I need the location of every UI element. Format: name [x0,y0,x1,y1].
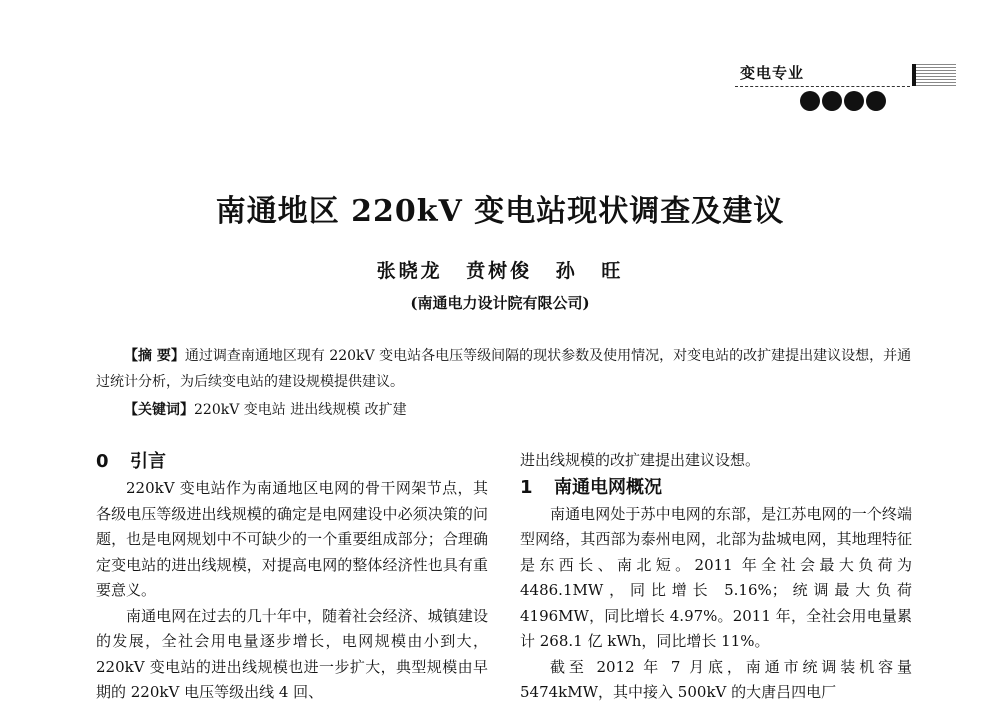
section-number: 1 [520,476,533,498]
paper-authors: 张晓龙 贲树俊 孙 旺 [376,260,624,282]
abstract [96,343,914,395]
decorative-dots [800,91,886,111]
section-number: 0 [96,451,109,472]
abstract-text: 通过调查南通地区现有 220kV 变电站各电压等级间隔的现状参数及使用情况，对变电站的改扩建提出建议设想，并通过统计分析，为后续变电站的建设规模提供建议。 [96,348,912,390]
keywords-text: 220kV 变电站 进出线规模 改扩建 [194,402,407,418]
paragraph-continuation: 进出线规模的改扩建提出建议设想。 [520,451,761,469]
right-column [520,448,912,706]
section-title: 引言 [130,451,166,472]
paragraph: 南通电网在过去的几十年中，随着社会经济、城镇建设的发展，全社会用电量逐步增长，电网规模由小到大，220kV 变电站的进出线规模也进一步扩大，典型规模由早期的 220kV 电压等级出线 4 回、 [96,606,488,701]
section-title: 南通电网概况 [554,476,662,498]
paragraph: 220kV 变电站作为南通地区电网的骨干网架节点，其各级电压等级进出线规模的确定是电网建设中必须决策的问题，也是电网规划中不可缺少的一个重要组成部分；合理确定变电站的进出线规模，对提高电网的整体经济性也具有重要意义。 [96,479,488,599]
left-column [96,448,488,706]
paragraph: 南通电网处于苏中电网的东部，是江苏电网的一个终端型网络，其西部为泰州电网，北部为盐城电网，其地理特征是东西长、南北短。2011 年全社会最大负荷为 4486.1MW，同比增长 5.16%；统调最大负荷 4196MW，同比增长 4.97%。2011 年，全社会用电量累计 268.1 亿 kWh，同比增长 11%。 [520,504,912,650]
paper-title: 南通地区 220kV 变电站现状调查及建议 [215,194,785,229]
paragraph: 截至 2012 年 7 月底，南通市统调装机容量 5474kMW，其中接入 500kV 的大唐吕四电厂 [520,657,912,701]
header-divider [735,86,910,87]
keywords-label: 【关键词】 [124,402,194,418]
paper-affiliation: (南通电力设计院有限公司) [410,294,590,312]
keywords [124,397,914,423]
header-tab-graphic [912,64,956,86]
dot-icon [844,91,864,111]
dot-icon [866,91,886,111]
section-heading [96,448,488,476]
section-label: 变电专业 [740,64,805,82]
dot-icon [800,91,820,111]
abstract-label: 【摘 要】 [124,348,185,364]
section-heading [520,474,912,502]
dot-icon [822,91,842,111]
